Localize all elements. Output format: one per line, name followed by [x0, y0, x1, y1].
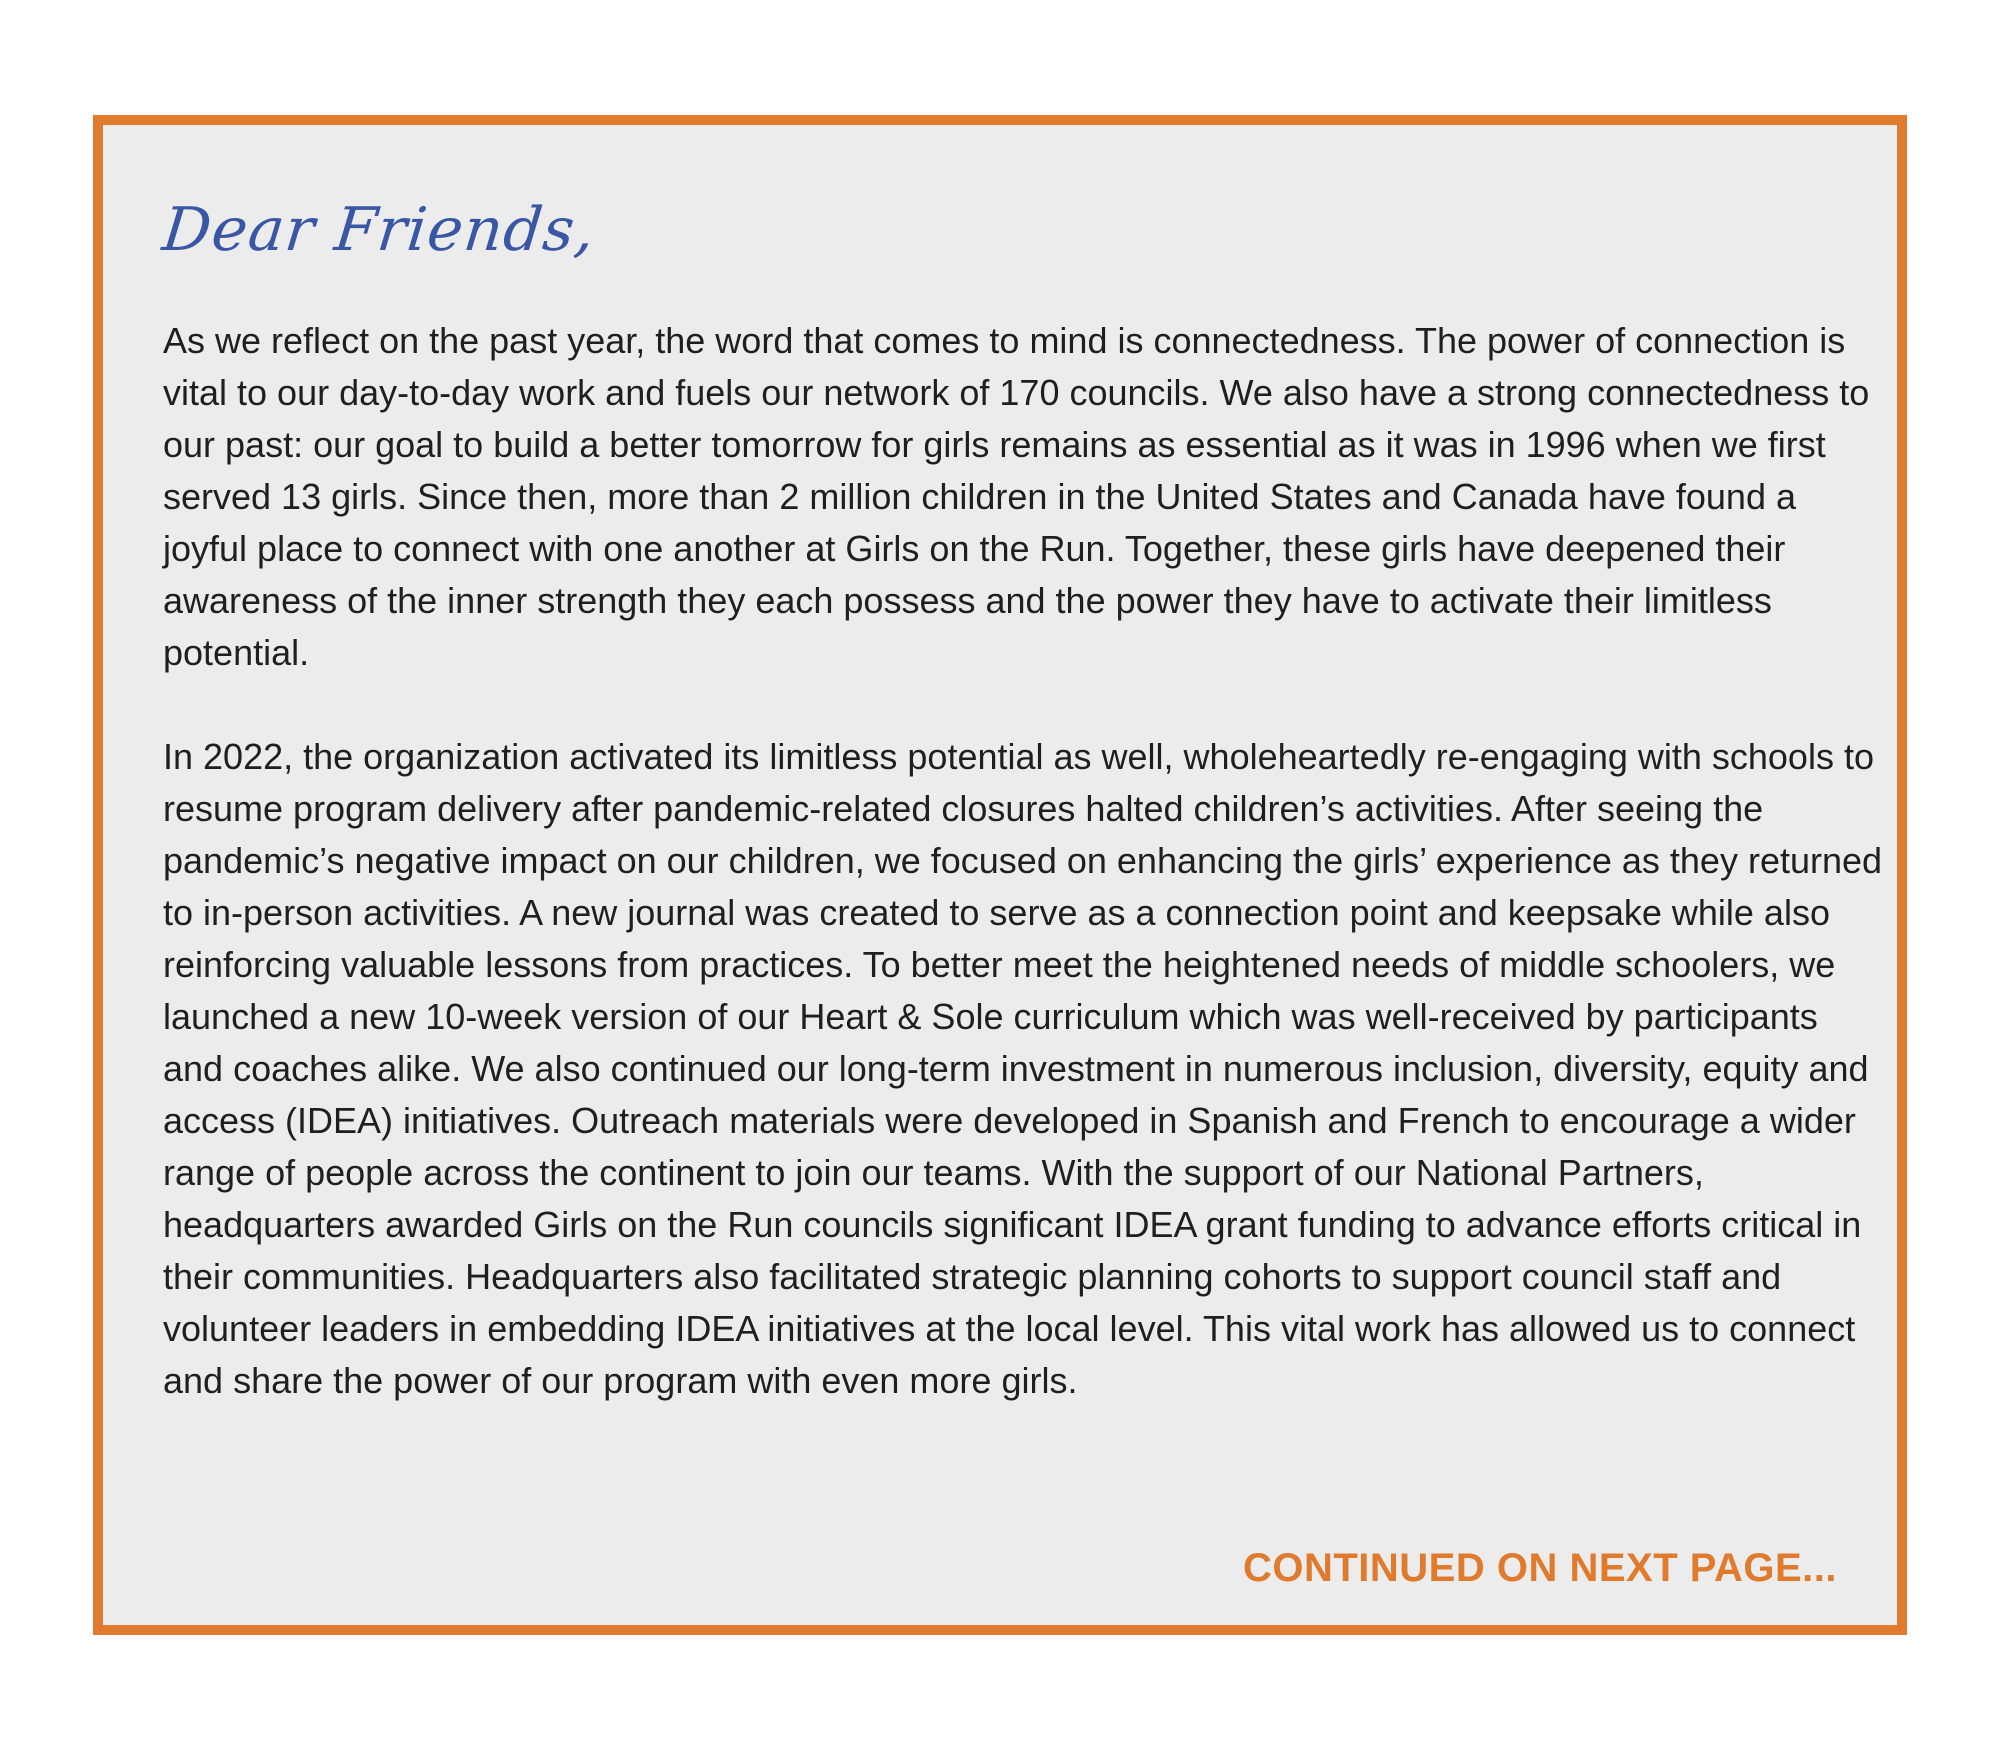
letter-frame: [93, 115, 1907, 1635]
greeting-heading: Dear Friends,: [159, 195, 599, 265]
paragraph-2022: In 2022, the organization activated its limitless potential as well, wholeheartedly re-engaging with schools to resume program delivery after pandemic-related closures halted children’s activities. After seeing the pandemic’s negative impact on our children, we focused on enhancing the girls’ experience as they returned to in-person activities. A new journal was created to serve as a connection point and keepsake while also reinforcing valuable lessons from practices. To better meet the heightened needs of middle schoolers, we launched a new 10-week version of our Heart & Sole curriculum which was well-received by participants and coaches alike. We also continued our long-term investment in numerous inclusion, diversity, equity and access (IDEA) initiatives. Outreach materials were developed in Spanish and French to encourage a wider range of people across the continent to join our teams. With the support of our National Partners, headquarters awarded Girls on the Run councils significant IDEA grant funding to advance efforts critical in their communities. Headquarters also facilitated strategic planning cohorts to support council staff and volunteer leaders in embedding IDEA initiatives at the local level. This vital work has allowed us to connect and share the power of our program with even more girls.: [163, 736, 1883, 1401]
continued-on-next-page: CONTINUED ON NEXT PAGE...: [1242, 1546, 1837, 1590]
letter-body: [163, 315, 1883, 1459]
paragraph-connectedness: As we reflect on the past year, the word that comes to mind is connectedness. The power of connection is vital to our day-to-day work and fuels our network of 170 councils. We also have a strong connectedness to our past: our goal to build a better tomorrow for girls remains as essential as it was in 1996 when we first served 13 girls. Since then, more than 2 million children in the United States and Canada have found a joyful place to connect with one another at Girls on the Run. Together, these girls have deepened their awareness of the inner strength they each possess and the power they have to activate their limitless potential.: [163, 320, 1870, 673]
